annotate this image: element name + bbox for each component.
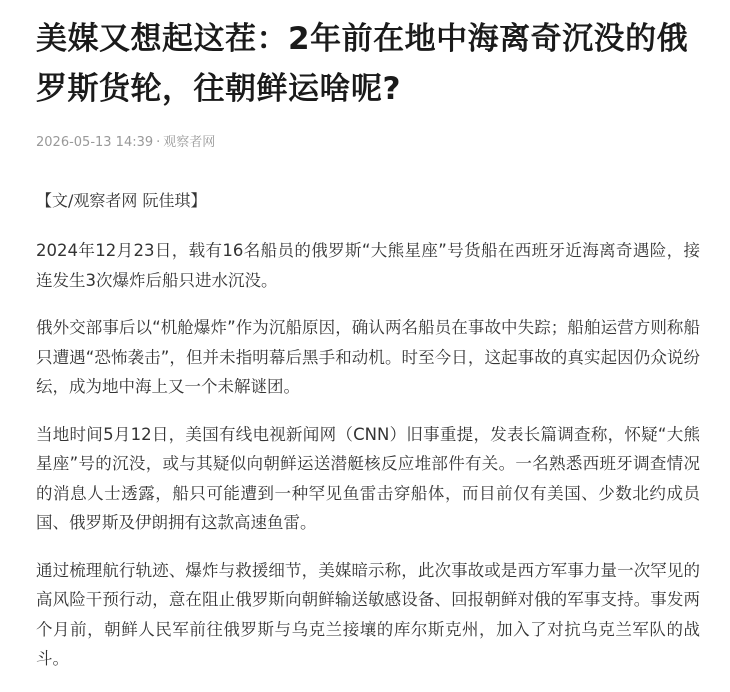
publish-datetime: 2026-05-13 14:39 bbox=[36, 135, 154, 150]
article-title: 美媒又想起这茬：2年前在地中海离奇沉没的俄罗斯货轮，往朝鲜运啥呢? bbox=[36, 21, 689, 107]
article-paragraph-4: 通过梳理航行轨迹、爆炸与救援细节，美媒暗示称，此次事故或是西方军事力量一次罕见的高风险干预行动，意在阻止俄罗斯向朝鲜输送敏感设备、回报朝鲜对俄的军事支持。事发两个月前，朝鲜人民军前往俄罗斯与乌克兰接壤的库尔斯克州，加入了对抗乌克兰军队的战斗。 bbox=[36, 560, 700, 668]
article-paragraph-1: 2024年12月23日，载有16名船员的俄罗斯“大熊星座”号货船在西班牙近海离奇遇险，接连发生3次爆炸后船只进水沉没。 bbox=[36, 241, 700, 290]
article-paragraph-2: 俄外交部事后以“机舱爆炸”作为沉船原因，确认两名船员在事故中失踪；船舶运营方则称船只遭遇“恐怖袭击”，但并未指明幕后黑手和动机。时至今日，这起事故的真实起因仍众说纷纭，成为地中海上又一个未解谜团。 bbox=[36, 318, 700, 396]
meta-separator: · bbox=[156, 135, 161, 150]
source-name: 观察者网 bbox=[163, 135, 216, 150]
article-paragraph-3: 当地时间5月12日，美国有线电视新闻网（CNN）旧事重提，发表长篇调查称，怀疑“大熊星座”号的沉没，或与其疑似向朝鲜运送潜艇核反应堆部件有关。一名熟悉西班牙调查情况的消息人士透露，船只可能遭到一种罕见鱼雷击穿船体，而目前仅有美国、少数北约成员国、俄罗斯及伊朗拥有这款高速鱼雷。 bbox=[36, 424, 700, 532]
article-meta bbox=[36, 134, 700, 152]
article-byline: 【文/观察者网 阮佳琪】 bbox=[36, 191, 207, 210]
